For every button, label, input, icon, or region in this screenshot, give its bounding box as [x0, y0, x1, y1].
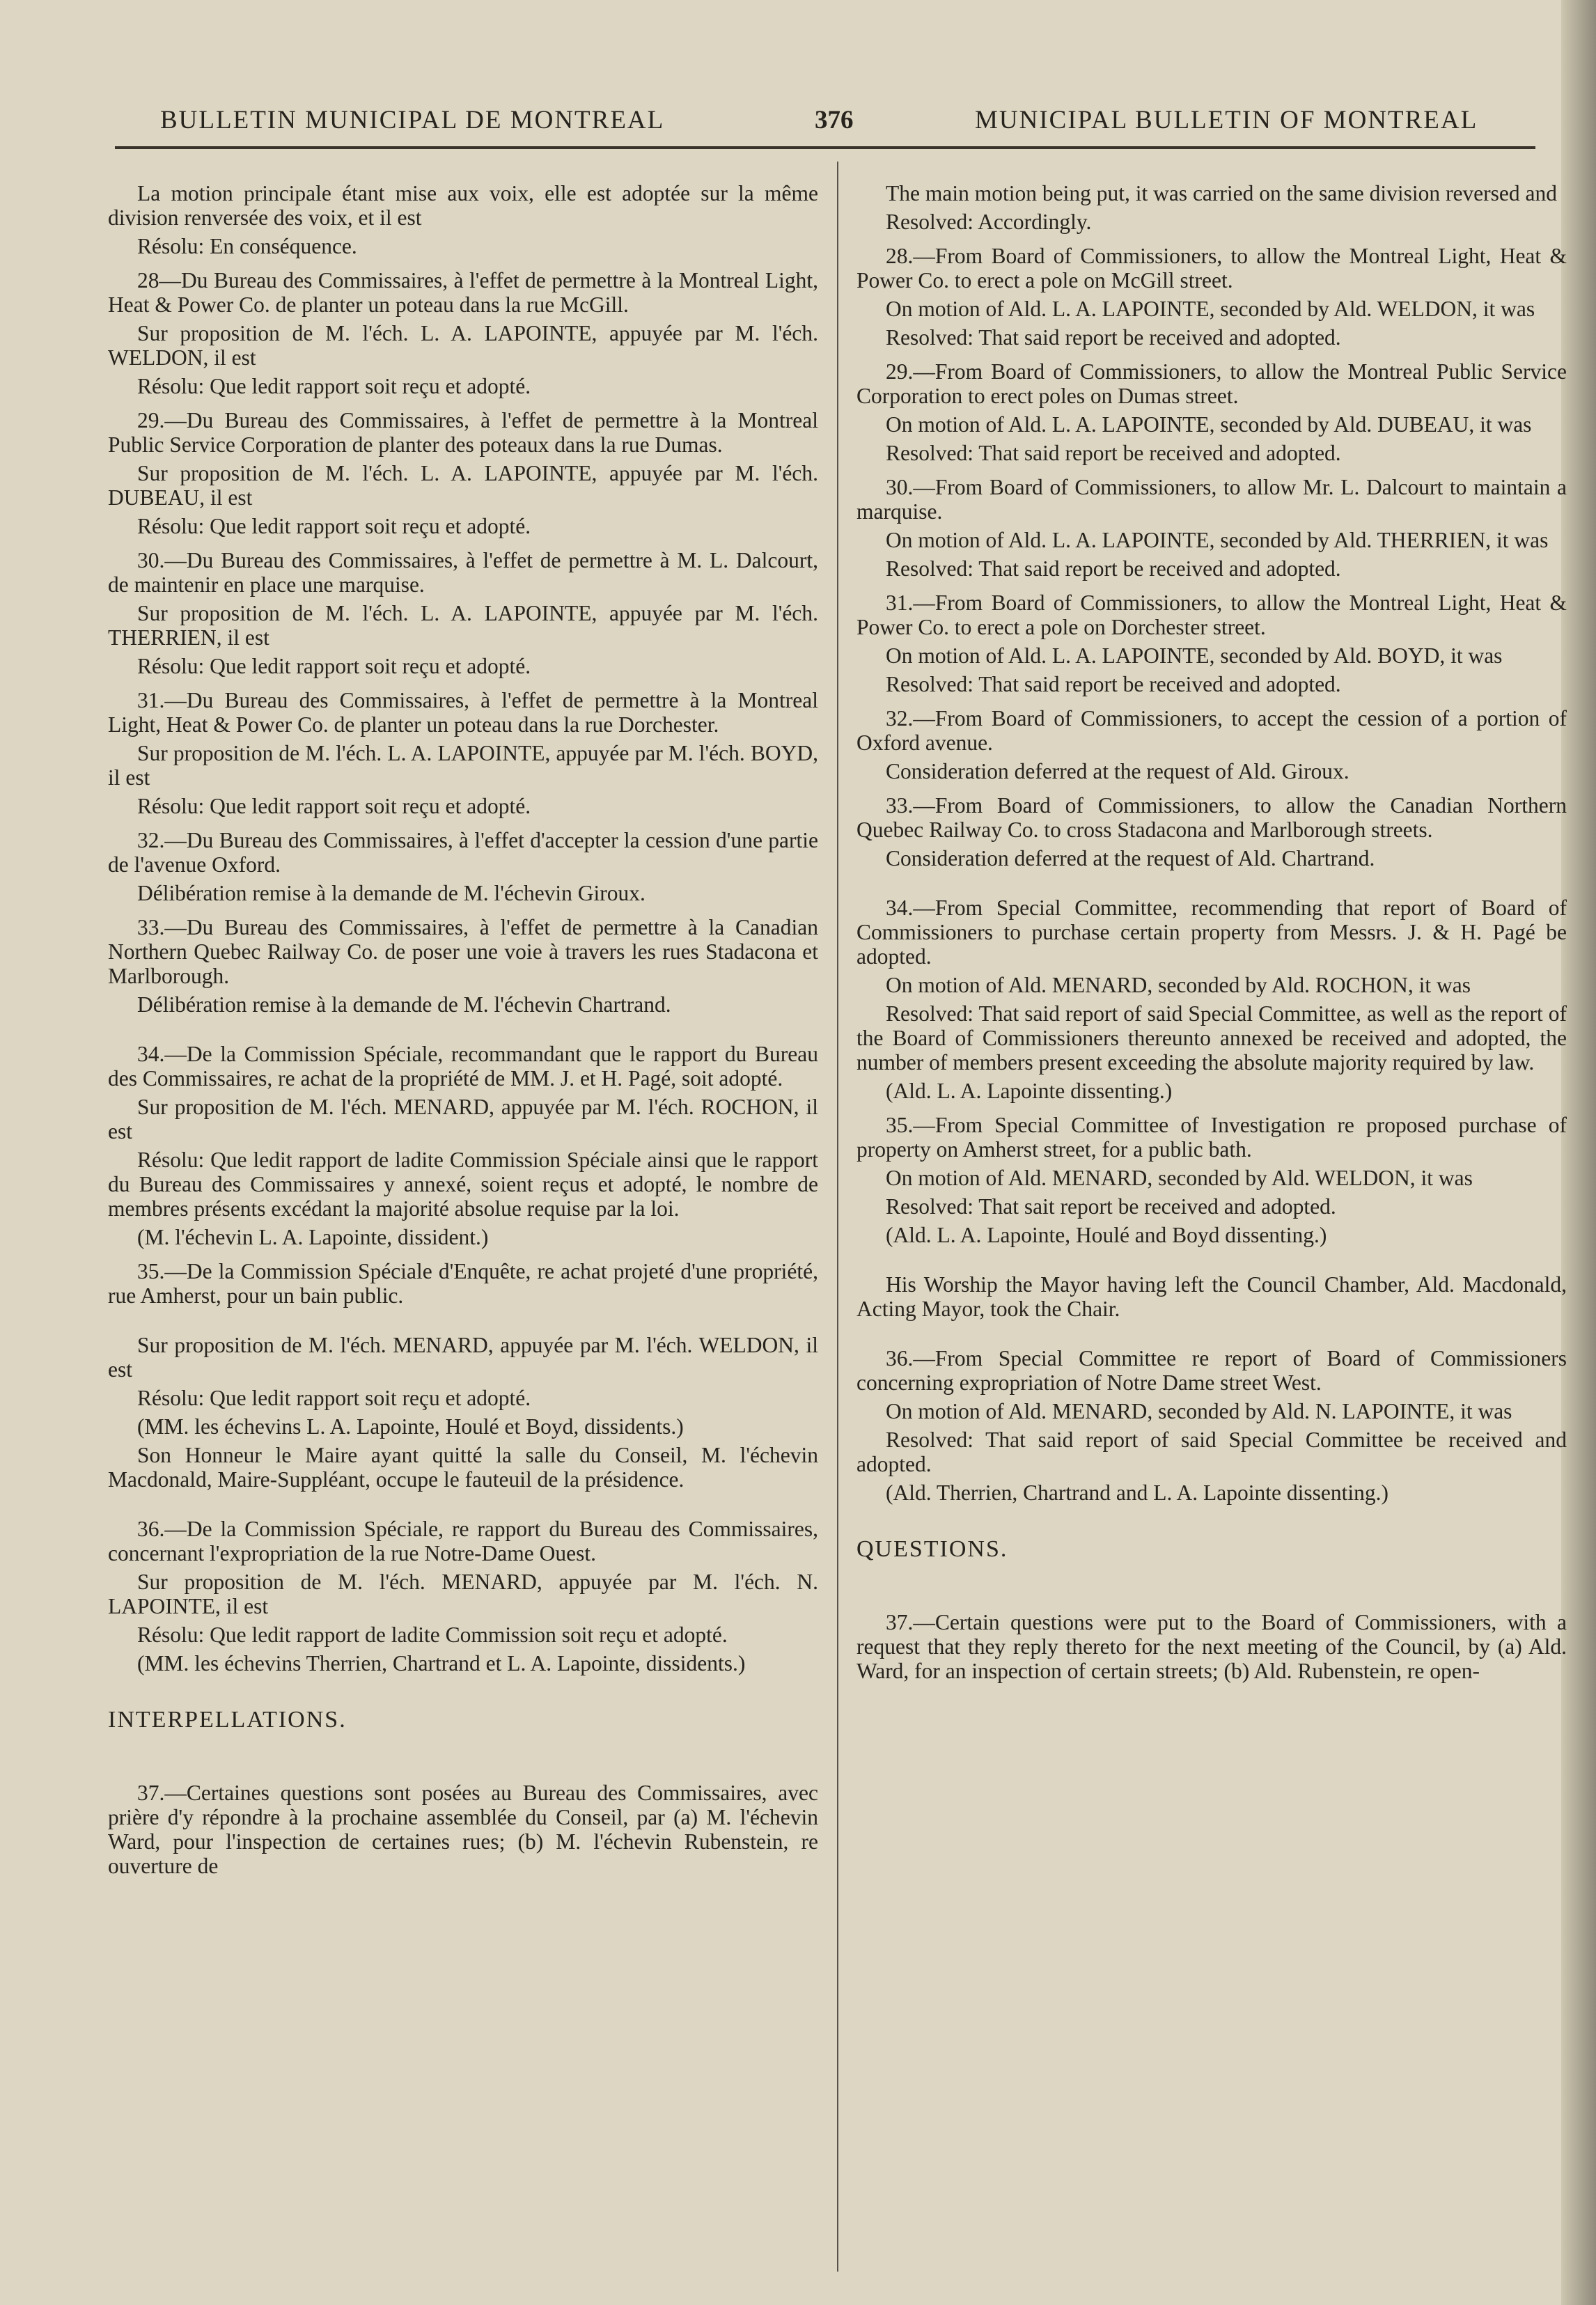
header-right-title: MUNICIPAL BULLETIN OF MONTREAL	[975, 106, 1478, 134]
page-number: 376	[815, 106, 854, 134]
motion: Sur proposition de M. l'éch. L. A. LAPOINTE, appuyée par M. l'éch. BOYD, il est	[108, 741, 818, 790]
item-36: 36.—De la Commission Spéciale, re rapport du Bureau des Commissaires, concernant l'expropriation de la rue Notre-Dame Ouest.	[108, 1517, 818, 1565]
dissent-note: (MM. les échevins L. A. Lapointe, Houlé et Boyd, dissidents.)	[137, 1414, 684, 1439]
section-heading: INTERPELLATIONS.	[108, 1707, 347, 1733]
motion: On motion of Ald. MENARD, seconded by Ald. N. LAPOINTE, it was	[886, 1399, 1512, 1423]
chair-note: Son Honneur le Maire ayant quitté la salle du Conseil, M. l'échevin Macdonald, Maire-Suppléant, occupe le fauteuil de la présidence.	[108, 1443, 818, 1492]
column-divider	[837, 162, 838, 2272]
resolution: Resolved: That said report be received and adopted.	[886, 672, 1341, 696]
deferral: Délibération remise à la demande de M. l'échevin Giroux.	[137, 881, 646, 905]
section-heading: QUESTIONS.	[856, 1536, 1008, 1562]
resolution: Resolved: That said report be received and adopted.	[886, 441, 1341, 465]
chair-note: His Worship the Mayor having left the Council Chamber, Ald. Macdonald, Acting Mayor, took the Chair.	[856, 1272, 1567, 1321]
dissent-note: (Ald. Therrien, Chartrand and L. A. Lapointe dissenting.)	[886, 1480, 1388, 1505]
resolution: Résolu: Que ledit rapport soit reçu et adopté.	[137, 794, 531, 818]
motion: Sur proposition de M. l'éch. L. A. LAPOINTE, appuyée par M. l'éch. DUBEAU, il est	[108, 461, 818, 510]
resolution: Resolved: That said report of said Special Committee, as well as the report of the Board of Commissioners thereunto annexed be received and adopted, the number of members present exceeding the absolute majority required by law.	[856, 1001, 1567, 1075]
motion: On motion of Ald. L. A. LAPOINTE, seconded by Ald. WELDON, it was	[886, 297, 1535, 321]
motion: On motion of Ald. L. A. LAPOINTE, seconded by Ald. DUBEAU, it was	[886, 412, 1532, 437]
item-31: 31.—Du Bureau des Commissaires, à l'effet de permettre à la Montreal Light, Heat & Power Co. de planter un poteau dans la rue Dorchester.	[108, 688, 818, 737]
paragraph: The main motion being put, it was carried on the same division reversed and	[886, 181, 1557, 205]
resolution: Résolu: Que ledit rapport soit reçu et adopté.	[137, 514, 531, 538]
item-28: 28—Du Bureau des Commissaires, à l'effet de permettre à la Montreal Light, Heat & Power Co. de planter un poteau dans la rue McGill.	[108, 268, 818, 317]
item-33: 33.—Du Bureau des Commissaires, à l'effet de permettre à la Canadian Northern Quebec Railway Co. de poser une voie à travers les rues Stadacona et Marlborough.	[108, 915, 818, 988]
motion: Sur proposition de M. l'éch. MENARD, appuyée par M. l'éch. ROCHON, il est	[108, 1095, 818, 1143]
resolution: Resolved: That said report be received and adopted.	[886, 556, 1341, 581]
item-32: 32.—Du Bureau des Commissaires, à l'effet d'accepter la cession d'une partie de l'avenue Oxford.	[108, 828, 818, 877]
resolution: Résolu: En conséquence.	[137, 234, 357, 258]
item-36: 36.—From Special Committee re report of Board of Commissioners concerning expropriation of Notre Dame street West.	[856, 1346, 1567, 1395]
motion: On motion of Ald. MENARD, seconded by Ald. ROCHON, it was	[886, 973, 1471, 997]
item-28: 28.—From Board of Commissioners, to allow the Montreal Light, Heat & Power Co. to erect a pole on McGill street.	[856, 244, 1567, 292]
resolution: Résolu: Que ledit rapport soit reçu et adopté.	[137, 374, 531, 398]
dissent-note: (MM. les échevins Therrien, Chartrand et L. A. Lapointe, dissidents.)	[137, 1651, 746, 1675]
dissent-note: (M. l'échevin L. A. Lapointe, dissident.)	[137, 1225, 489, 1249]
header-left-title: BULLETIN MUNICIPAL DE MONTREAL	[160, 106, 665, 134]
resolution: Resolved: Accordingly.	[886, 210, 1092, 234]
item-34: 34.—From Special Committee, recommending that report of Board of Commissioners to purchase certain property from Messrs. J. & H. Pagé be adopted.	[856, 896, 1567, 969]
deferral: Consideration deferred at the request of Ald. Chartrand.	[886, 846, 1375, 870]
motion: Sur proposition de M. l'éch. MENARD, appuyée par M. l'éch. WELDON, il est	[108, 1333, 818, 1382]
header-rule	[115, 146, 1535, 149]
resolution: Resolved: That said report be received and adopted.	[886, 325, 1341, 350]
item-29: 29.—From Board of Commissioners, to allow the Montreal Public Service Corporation to erect poles on Dumas street.	[856, 359, 1567, 408]
item-32: 32.—From Board of Commissioners, to accept the cession of a portion of Oxford avenue.	[856, 706, 1567, 755]
item-33: 33.—From Board of Commissioners, to allow the Canadian Northern Quebec Railway Co. to cross Stadacona and Marlborough streets.	[856, 793, 1567, 842]
paragraph: La motion principale étant mise aux voix, elle est adoptée sur la même division renversée des voix, et il est	[108, 181, 818, 230]
motion: Sur proposition de M. l'éch. L. A. LAPOINTE, appuyée par M. l'éch. WELDON, il est	[108, 321, 818, 370]
motion: On motion of Ald. L. A. LAPOINTE, seconded by Ald. THERRIEN, it was	[886, 528, 1549, 552]
item-30: 30.—From Board of Commissioners, to allow Mr. L. Dalcourt to maintain a marquise.	[856, 475, 1567, 524]
french-column	[108, 181, 818, 1882]
motion: Sur proposition de M. l'éch. MENARD, appuyée par M. l'éch. N. LAPOINTE, il est	[108, 1570, 818, 1618]
item-29: 29.—Du Bureau des Commissaires, à l'effet de permettre à la Montreal Public Service Corporation de planter des poteaux dans la rue Dumas.	[108, 408, 818, 457]
english-column	[856, 181, 1567, 1687]
item-34: 34.—De la Commission Spéciale, recommandant que le rapport du Bureau des Commissaires, re achat de la propriété de MM. J. et H. Pagé, soit adopté.	[108, 1042, 818, 1091]
dissent-note: (Ald. L. A. Lapointe dissenting.)	[886, 1079, 1173, 1103]
item-35: 35.—From Special Committee of Investigation re proposed purchase of property on Amherst street, for a public bath.	[856, 1113, 1567, 1162]
deferral: Consideration deferred at the request of Ald. Giroux.	[886, 759, 1349, 783]
resolution: Résolu: Que ledit rapport soit reçu et adopté.	[137, 1386, 531, 1410]
deferral: Délibération remise à la demande de M. l'échevin Chartrand.	[137, 992, 671, 1017]
resolution: Résolu: Que ledit rapport soit reçu et adopté.	[137, 654, 531, 678]
resolution: Résolu: Que ledit rapport de ladite Commission soit reçu et adopté.	[137, 1623, 728, 1647]
item-31: 31.—From Board of Commissioners, to allow the Montreal Light, Heat & Power Co. to erect a pole on Dorchester street.	[856, 591, 1567, 639]
resolution: Resolved: That sait report be received and adopted.	[886, 1194, 1336, 1219]
resolution: Resolved: That said report of said Special Committee be received and adopted.	[856, 1428, 1567, 1476]
item-37: 37.—Certaines questions sont posées au Bureau des Commissaires, avec prière d'y répondre à la prochaine assemblée du Conseil, par (a) M. l'échevin Ward, pour l'inspection de certaines rues; (b) M. l'échevin Rubenstein, re ouverture de	[108, 1781, 818, 1878]
dissent-note: (Ald. L. A. Lapointe, Houlé and Boyd dissenting.)	[886, 1223, 1327, 1247]
item-37: 37.—Certain questions were put to the Board of Commissioners, with a request that they reply thereto for the next meeting of the Council, by (a) Ald. Ward, for an inspection of certain streets; (b) Ald. Rubenstein, re open-	[856, 1610, 1567, 1683]
motion: On motion of Ald. MENARD, seconded by Ald. WELDON, it was	[886, 1166, 1473, 1190]
item-30: 30.—Du Bureau des Commissaires, à l'effet de permettre à M. L. Dalcourt, de maintenir en place une marquise.	[108, 548, 818, 597]
motion: Sur proposition de M. l'éch. L. A. LAPOINTE, appuyée par M. l'éch. THERRIEN, il est	[108, 601, 818, 650]
item-35: 35.—De la Commission Spéciale d'Enquête, re achat projeté d'une propriété, rue Amherst, pour un bain public.	[108, 1259, 818, 1308]
motion: On motion of Ald. L. A. LAPOINTE, seconded by Ald. BOYD, it was	[886, 643, 1503, 668]
resolution: Résolu: Que ledit rapport de ladite Commission Spéciale ainsi que le rapport du Bureau des Commissaires y annexé, soient reçus et adopté, le nombre de membres présents excédant la majorité absolue requise par la loi.	[108, 1148, 818, 1221]
